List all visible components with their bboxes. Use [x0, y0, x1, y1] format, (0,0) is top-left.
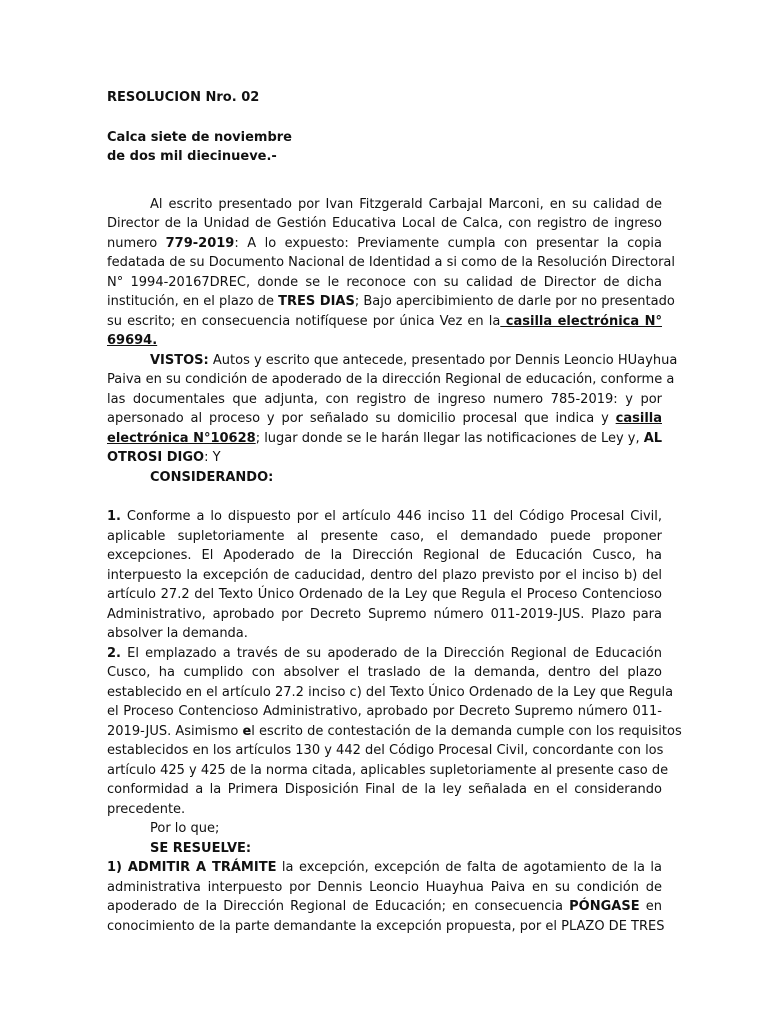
intro-line: institución, en el plazo de TRES DIAS; Bajo apercibimiento de darle por no presentado [107, 294, 675, 309]
point-line: 2. El emplazado a través de su apoderado de la Dirección Regional de Educación [107, 645, 662, 661]
por-lo-que: Por lo que; [150, 821, 220, 836]
resolution-line: 1) ADMITIR A TRÁMITE la excepción, excepción de falta de agotamiento de la la [107, 860, 662, 875]
point-line: 2019-JUS. Asimismo el escrito de contestación de la demanda cumple con los requisitos [107, 723, 682, 739]
point-line: establecidos en los artículos 130 y 442 del Código Procesal Civil, concordante con los [107, 743, 664, 758]
vistos-paragraph [107, 351, 678, 488]
date-line-2: de dos mil diecinueve.- [107, 149, 277, 164]
vistos-line: las documentales que adjunta, con registro de ingreso numero 785-2019: y por [107, 391, 662, 407]
point-line: interpuesto la excepción de caducidad, dentro del plazo previsto por el inciso b) del [107, 567, 662, 583]
document-page [107, 88, 682, 936]
resolution-line: administrativa interpuesto por Dennis Leoncio Huayhua Paiva en su condición de [107, 879, 662, 895]
point-line: establecido en el artículo 27.2 inciso c) del Texto Único Ordenado de la Ley que Regula [107, 684, 674, 700]
vistos-line: OTROSI DIGO: Y [107, 450, 221, 465]
point-line: artículo 425 y 425 de la norma citada, aplicables supletoriamente al presente caso de [107, 762, 669, 778]
casilla-number: electrónica N°10628 [107, 430, 256, 446]
vistos-line: VISTOS: Autos y escrito que antecede, presentado por Dennis Leoncio HUayhua [150, 352, 678, 368]
intro-line: N° 1994-20167DREC, donde se le reconoce con su calidad de Director de dicha [107, 274, 662, 290]
considerando-heading: CONSIDERANDO: [150, 469, 274, 485]
admitir-a-tramite: 1) ADMITIR A TRÁMITE [107, 860, 277, 875]
point-line: precedente. [107, 801, 186, 817]
casilla-ref: casilla [615, 411, 662, 426]
vistos-line: Paiva en su condición de apoderado de la dirección Regional de educación, conforme a [107, 372, 675, 387]
se-resuelve-heading: SE RESUELVE: [150, 840, 252, 856]
vistos-heading: VISTOS: [150, 352, 209, 368]
deadline-term: TRES DIAS [278, 294, 355, 309]
resolution-line: conocimiento de la parte demandante la excepción propuesta, por el PLAZO DE TRES [107, 918, 665, 934]
resolution-line: apoderado de la Dirección Regional de Educación; en consecuencia PÓNGASE en [107, 899, 662, 914]
intro-line: fedatada de su Documento Nacional de Identidad a si como de la Resolución Directoral [107, 255, 676, 270]
vistos-line: apersonado al proceso y por señalado su domicilio procesal que indica y casilla [107, 411, 662, 426]
point-line: aplicable supletoriamente al presente caso, el demandado puede proponer [107, 528, 662, 544]
point-2-paragraph [107, 644, 682, 820]
otrosi-digo: OTROSI DIGO [107, 450, 205, 465]
point-line: Administrativo, aprobado por Decreto Supremo número 011-2019-JUS. Plazo para [107, 606, 662, 622]
pongase: PÓNGASE [569, 899, 640, 914]
point-number: 1. [107, 509, 121, 524]
registry-number: 779-2019 [165, 235, 235, 251]
point-line: artículo 27.2 del Texto Único Ordenado de la Ley que Regula el Proceso Contencioso [107, 587, 662, 602]
electronic-box-ref: casilla electrónica N° [500, 313, 662, 329]
point-line: Cusco, ha cumplido con absolver el traslado de la demanda, dentro del plazo [107, 665, 662, 680]
resolution-section [107, 819, 665, 936]
point-number: 2. [107, 645, 121, 661]
intro-paragraph [107, 195, 676, 351]
intro-line: numero 779-2019: A lo expuesto: Previamente cumpla con presentar la copia [107, 235, 663, 251]
intro-line: Al escrito presentado por Ivan Fitzgerald Carbajal Marconi, en su calidad de [150, 196, 662, 212]
point-line: absolver la demanda. [107, 626, 248, 641]
point-line: excepciones. El Apoderado de la Dirección Regional de Educación Cusco, ha [107, 548, 662, 563]
electronic-box-number: 69694. [107, 333, 158, 348]
intro-line: Director de la Unidad de Gestión Educativa Local de Calca, con registro de ingreso [107, 216, 662, 231]
vistos-line: electrónica N°10628; lugar donde se le harán llegar las notificaciones de Ley y, AL [107, 430, 663, 446]
point-line: el Proceso Contencioso Administrativo, aprobado por Decreto Supremo número 011- [107, 704, 662, 719]
resolution-number: RESOLUCION Nro. 02 [107, 90, 260, 105]
date-line-1: Calca siete de noviembre [107, 129, 293, 145]
point-line: conformidad a la Primera Disposición Final de la ley señalada en el considerando [107, 782, 662, 797]
point-1-paragraph [107, 507, 662, 644]
point-line: 1. Conforme a lo dispuesto por el artículo 446 inciso 11 del Código Procesal Civil, [107, 509, 662, 524]
intro-line: su escrito; en consecuencia notifíquese por única Vez en la casilla electrónica N° [107, 313, 662, 329]
